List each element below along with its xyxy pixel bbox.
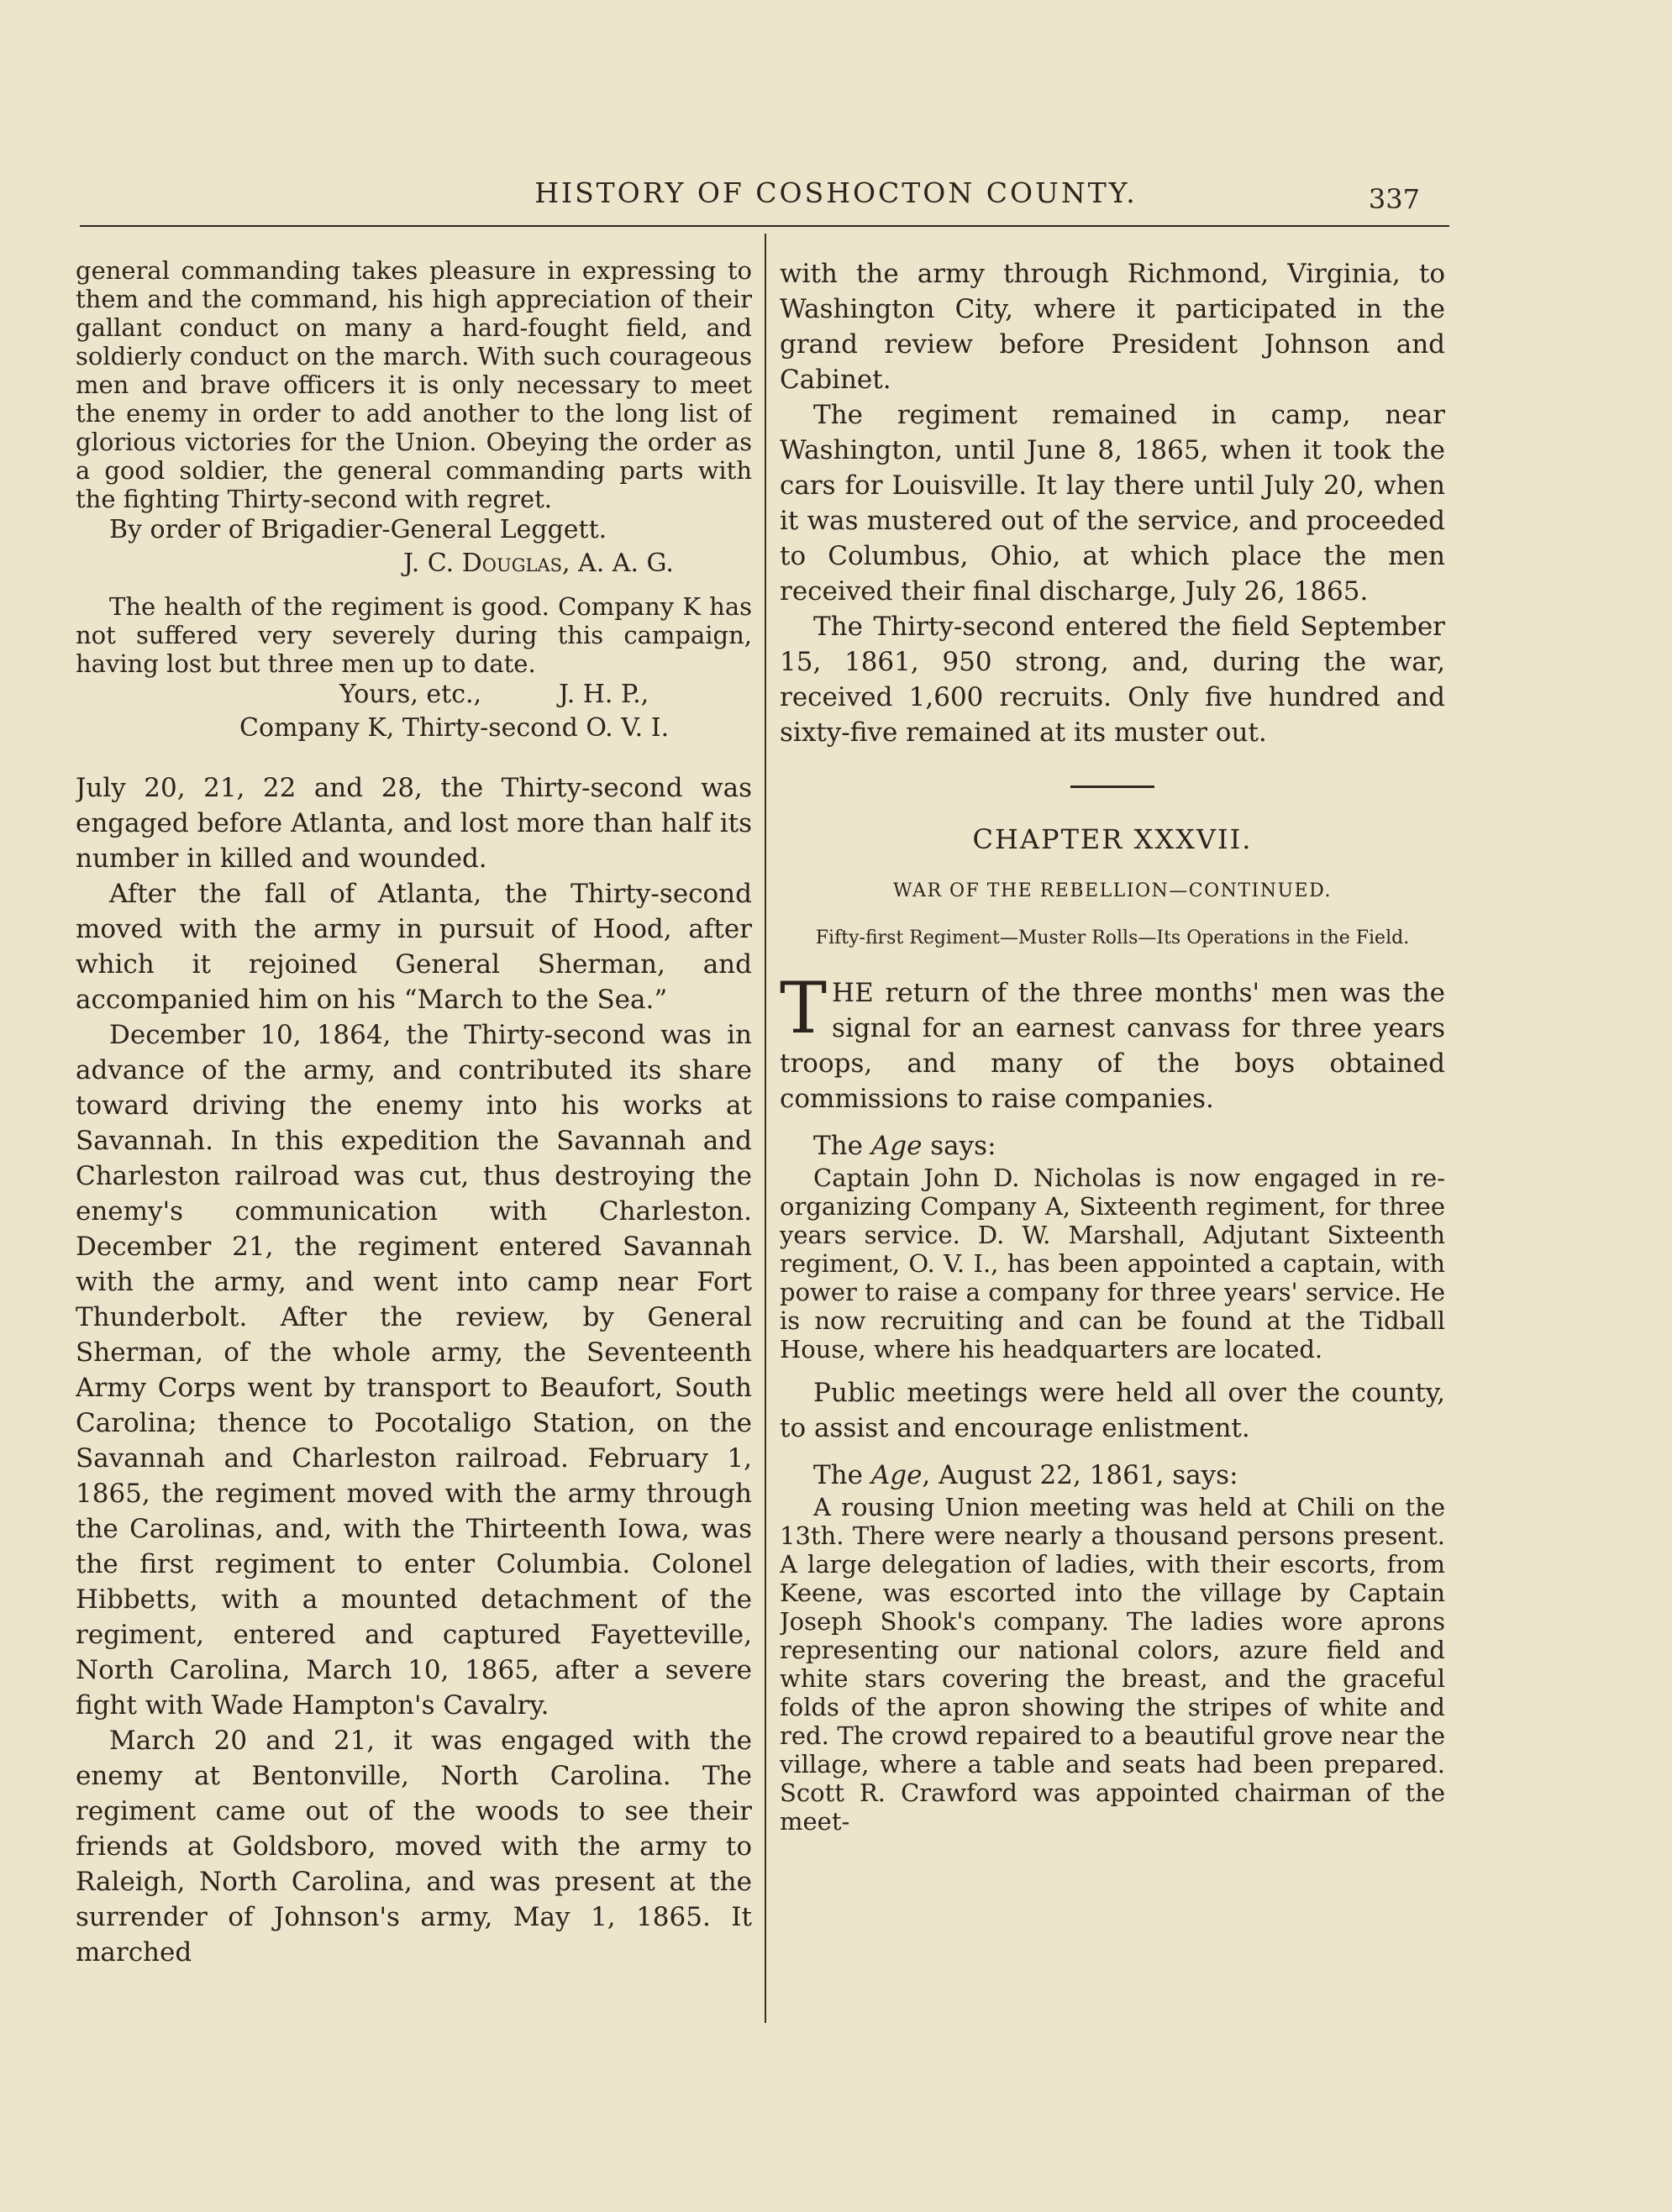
spacer bbox=[780, 1117, 1445, 1128]
age2-pre: The bbox=[813, 1460, 871, 1490]
spacer bbox=[780, 788, 1445, 823]
age-pre: The bbox=[813, 1131, 871, 1161]
header-rule bbox=[80, 225, 1449, 227]
opening-text: return of the three months' men was the signal for an earnest canvass for three years troops, and many of the boys obtained commissions to raise companies. bbox=[780, 978, 1445, 1114]
paragraph-december: December 10, 1864, the Thirty-second was in advance of the army, and contributed its share toward driving the enemy into his works at Savannah. In this expedition the Savannah and Charleston railroad was cut, thus destroying the enemy's communication with Charleston. December 21, the regiment entered Savannah with the army, and went into camp near Fort Thunderbolt. After the review, by General Sherman, of the whole army, the Seventeenth Army Corps went by transport to Beaufort, South Carolina; thence to Pocotaligo Station, on the Savannah and Charleston railroad. February 1, 1865, the regiment moved with the army through the Carolinas, and, with the Thirteenth Iowa, was the first regiment to enter Columbia. Colonel Hibbetts, with a mounted detachment of the regiment, entered and captured Fayetteville, North Carolina, March 10, 1865, after a severe fight with Wade Hampton's Cavalry. bbox=[76, 1020, 752, 1721]
closing-yours: Yours, etc., bbox=[339, 680, 482, 709]
age2-title: Age bbox=[870, 1460, 923, 1490]
spacer bbox=[780, 901, 1445, 927]
chapter-title: CHAPTER XXXVII. bbox=[972, 823, 1253, 855]
column-divider bbox=[765, 234, 766, 2023]
page-number: 337 bbox=[1368, 183, 1420, 215]
left-column bbox=[76, 256, 752, 1970]
quote-nicholas: Captain John D. Nicholas is now engaged in re-organizing Company A, Sixteenth regiment, for three years service. D. W. Marshall, Adjutant Sixteenth regiment, O. V. I., has been appointed a captain, with power to raise a company for three years' service. He is now recruiting and can be found at the Tidball House, where his headquarters are located. bbox=[780, 1164, 1445, 1363]
paragraph-public-meetings: Public meetings were held all over the county, to assist and encourage enlistment. bbox=[780, 1378, 1445, 1443]
drop-cap: T bbox=[780, 967, 828, 1049]
spacer bbox=[76, 745, 752, 770]
page-title: HISTORY OF COSHOCTON COUNTY. bbox=[534, 176, 1138, 209]
spacer bbox=[780, 1363, 1445, 1375]
paragraph-muster: The Thirty-second entered the field September 15, 1861, 950 strong, and, during the war, received 1,600 recruits. Only five hundred and sixty-five remained at its muster out. bbox=[780, 612, 1445, 748]
chapter-opening bbox=[780, 967, 1445, 1117]
quote-chili-meeting: A rousing Union meeting was held at Chili on the 13th. There were nearly a thousand persons present. A large delegation of ladies, with their escorts, from Keene, was escorted into the village by Captain Joseph Shook's company. The ladies wore aprons representing our national colors, azure field and white stars covering the breast, and the graceful folds of the apron showing the stripes of white and red. The crowd repaired to a beautiful grove near the village, where a table and seats had been prepared. Scott R. Crawford was appointed chairman of the meet- bbox=[780, 1493, 1445, 1836]
spacer bbox=[780, 855, 1445, 880]
paragraph-after-atlanta: After the fall of Atlanta, the Thirty-second moved with the army in pursuit of Hood, after which it rejoined General Sherman, and accompanied him on his “March to the Sea.” bbox=[76, 879, 752, 1015]
order-attribution: By order of Brigadier-General Leggett. bbox=[109, 515, 607, 544]
spacer bbox=[780, 750, 1445, 785]
paragraph-richmond: with the army through Richmond, Virginia, to Washington City, where it participated in the grand review before President Johnson and Cabinet. bbox=[780, 259, 1445, 395]
paragraph-age-august bbox=[780, 1458, 1445, 1493]
paragraph-opening bbox=[780, 967, 1445, 1117]
age-title: Age bbox=[870, 1131, 923, 1161]
letter-text: The health of the regiment is good. Company K has not suffered very severely during this campaign, having lost but three men up to date. bbox=[76, 592, 752, 678]
paragraph-washington: The regiment remained in camp, near Washington, until June 8, 1865, when it took the cars for Louisville. It lay there until July 20, when it was mustered out of the service, and proceeded to Columbus, Ohio, at which place the men received their final discharge, July 26, 1865. bbox=[780, 400, 1445, 607]
age-post: says: bbox=[922, 1131, 996, 1161]
order-text: general commanding takes pleasure in expressing to them and the command, his high appreciation of their gallant conduct on many a hard-fought field, and soldierly conduct on the march. With such courageous men and brave officers it is only necessary to meet the enemy in order to add another to the long list of glorious victories for the Union. Obeying the order as a good soldier, the general commanding parts with the fighting Thirty-second with regret. bbox=[76, 256, 752, 513]
spacer bbox=[76, 581, 752, 592]
spacer bbox=[780, 1446, 1445, 1458]
paragraph-atlanta: July 20, 21, 22 and 28, the Thirty-second was engaged before Atlanta, and lost more than half its number in killed and wounded. bbox=[76, 773, 752, 874]
closing-company: Company K, Thirty-second O. V. I. bbox=[239, 713, 670, 743]
order-signature: J. C. Douglas, A. A. G. bbox=[403, 549, 674, 578]
chapter-subtitle: WAR OF THE REBELLION—CONTINUED. bbox=[893, 880, 1332, 901]
opening-lead: HE bbox=[832, 978, 874, 1008]
closing-initials: J. H. P., bbox=[559, 680, 649, 709]
age2-post: , August 22, 1861, says: bbox=[922, 1460, 1238, 1490]
running-head bbox=[0, 168, 1672, 218]
chapter-summary: Fifty-first Regiment—Muster Rolls—Its Operations in the Field. bbox=[815, 927, 1410, 948]
paragraph-bentonville: March 20 and 21, it was engaged with the enemy at Bentonville, North Carolina. The regiment came out of the woods to see their friends at Goldsboro, moved with the army to Raleigh, North Carolina, and was present at the surrender of Johnson's army, May 1, 1865. It marched bbox=[76, 1726, 752, 1968]
right-column bbox=[780, 256, 1445, 1836]
letter-closing bbox=[76, 678, 752, 712]
paragraph-age-says bbox=[780, 1128, 1445, 1164]
spacer bbox=[780, 950, 1445, 975]
